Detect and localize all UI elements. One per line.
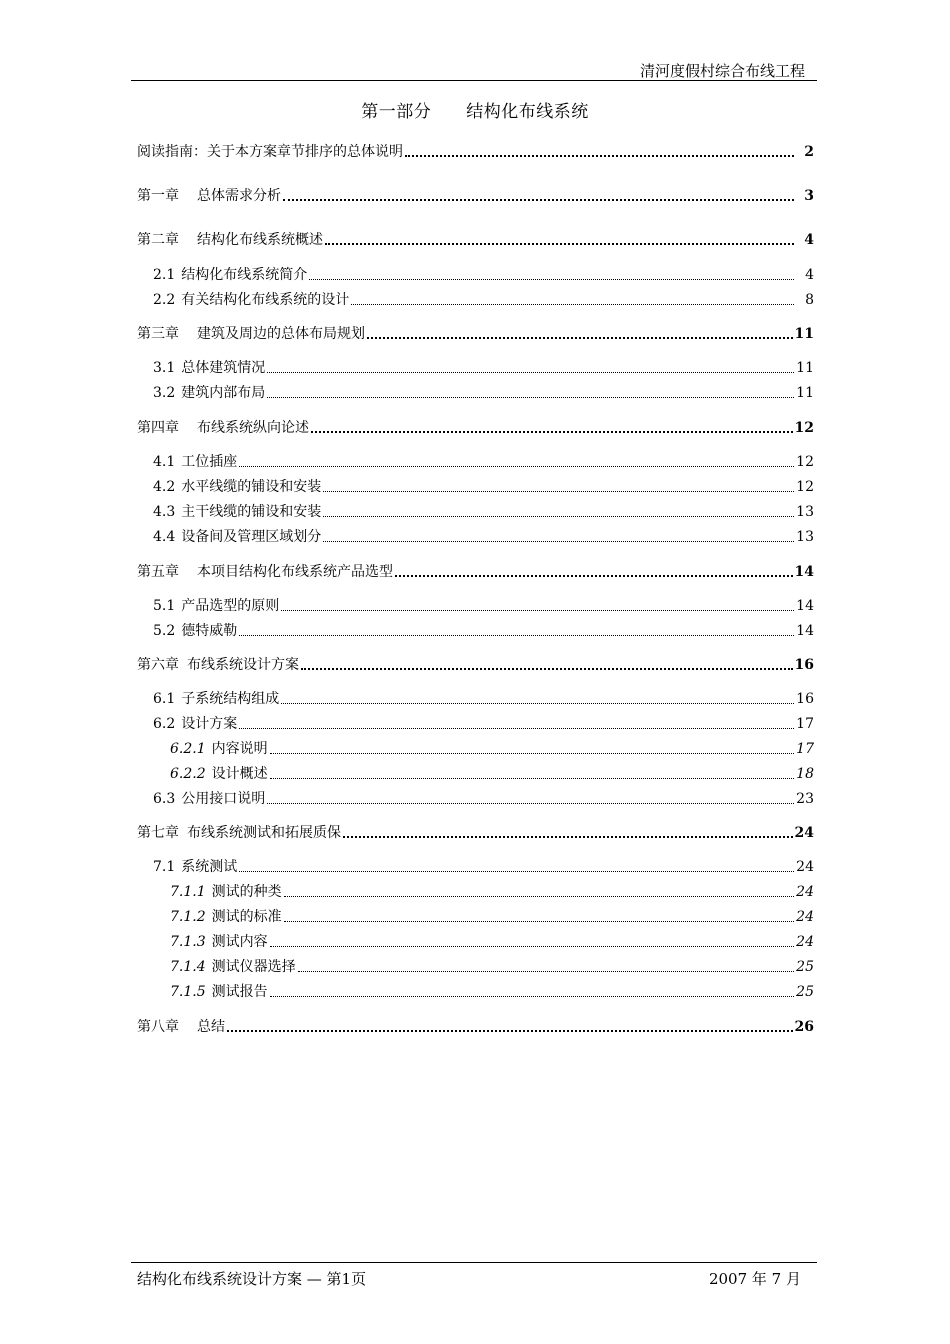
toc-entry-label xyxy=(153,266,307,284)
toc-entry-number: 2.1 xyxy=(153,267,176,283)
toc-entry-title: 总结 xyxy=(197,1019,225,1035)
toc-leader-dots xyxy=(323,541,794,542)
toc-entry-title: 测试报告 xyxy=(211,984,268,1000)
toc-page-number: 14 xyxy=(796,598,814,614)
toc-leader-dots xyxy=(281,610,794,611)
toc-entry-title: 水平线缆的铺设和安装 xyxy=(181,479,322,495)
toc-section-entry[interactable] xyxy=(153,291,814,309)
toc-page-number: 17 xyxy=(796,741,814,757)
toc-entry-number: 4.2 xyxy=(153,479,176,495)
toc-entry-title: 总体建筑情况 xyxy=(181,360,266,376)
toc-entry-title: 设计概述 xyxy=(211,766,268,782)
toc-entry-number: 4.4 xyxy=(153,529,176,545)
toc-leader-dots xyxy=(325,243,794,245)
toc-section-entry[interactable] xyxy=(153,478,814,496)
toc-section-entry[interactable] xyxy=(153,453,814,471)
header-title: 清河度假村综合布线工程 xyxy=(639,62,805,80)
toc-leader-dots xyxy=(343,836,793,838)
toc-leader-dots xyxy=(270,753,794,754)
toc-entry-title: 测试的种类 xyxy=(211,884,282,900)
toc-leader-dots xyxy=(267,372,794,373)
toc-leader-dots xyxy=(323,516,794,517)
toc-entry-label xyxy=(137,187,281,205)
toc-leader-dots xyxy=(405,155,794,157)
toc-entry-number: 2.2 xyxy=(153,292,176,308)
toc-entry-number: 第六章 xyxy=(137,657,179,673)
toc-page-number: 11 xyxy=(794,326,814,342)
toc-leader-dots xyxy=(301,668,793,670)
toc-page-number: 12 xyxy=(794,420,814,436)
toc-entry-label xyxy=(137,419,309,437)
toc-entry-label xyxy=(153,690,279,708)
toc-page-number: 18 xyxy=(796,766,814,782)
toc-entry-title: 本项目结构化布线系统产品选型 xyxy=(197,564,393,580)
toc-section-entry[interactable] xyxy=(170,908,814,926)
toc-entry-label xyxy=(153,291,349,309)
toc-leader-dots xyxy=(267,803,794,804)
toc-section-entry[interactable] xyxy=(170,883,814,901)
toc-leader-dots xyxy=(284,896,794,897)
toc-page-number: 17 xyxy=(796,716,814,732)
toc-entry-title: 测试仪器选择 xyxy=(211,959,296,975)
toc-section-entry[interactable] xyxy=(153,690,814,708)
toc-entry-number: 6.2 xyxy=(153,716,176,732)
page-footer xyxy=(131,1262,817,1293)
toc-entry-number: 7.1.3 xyxy=(170,934,206,950)
toc-entry-label xyxy=(170,983,268,1001)
toc-leader-dots xyxy=(227,1030,793,1032)
toc-entry-number: 5.2 xyxy=(153,623,176,639)
toc-section-entry[interactable] xyxy=(153,597,814,615)
part-title: 第一部分 结构化布线系统 xyxy=(361,102,589,122)
toc-entry-label xyxy=(170,933,268,951)
toc-entry-title: 建筑及周边的总体布局规划 xyxy=(197,326,365,342)
toc-page-number: 13 xyxy=(796,504,814,520)
toc-entry-title: 产品选型的原则 xyxy=(181,598,280,614)
toc-entry-number: 6.2.1 xyxy=(170,741,206,757)
toc-entry-number: 第八章 xyxy=(137,1019,179,1035)
toc-entry-label xyxy=(170,740,268,758)
toc-entry-number: 6.3 xyxy=(153,791,176,807)
toc-page-number: 4 xyxy=(805,267,814,283)
toc-section-entry[interactable] xyxy=(170,933,814,951)
toc-leader-dots xyxy=(281,703,794,704)
toc-entry-number: 7.1 xyxy=(153,859,176,875)
toc-leader-dots xyxy=(239,466,794,467)
toc-entry-title: 测试内容 xyxy=(211,934,268,950)
toc-section-entry[interactable] xyxy=(153,359,814,377)
toc-entry-label xyxy=(137,325,365,343)
toc-page-number: 11 xyxy=(796,385,814,401)
footer-document-title: 结构化布线系统设计方案 — 第1页 xyxy=(137,1270,367,1288)
toc-entry-label xyxy=(170,908,282,926)
toc-page-number: 13 xyxy=(796,529,814,545)
toc-page-number: 23 xyxy=(796,791,814,807)
toc-chapter-entry[interactable] xyxy=(137,563,814,581)
toc-leader-dots xyxy=(270,946,794,947)
toc-entry-label xyxy=(153,858,237,876)
toc-entry-number: 第五章 xyxy=(137,564,179,580)
toc-page-number: 12 xyxy=(796,479,814,495)
toc-entry-number: 3.2 xyxy=(153,385,176,401)
toc-entry-number: 3.1 xyxy=(153,360,176,376)
toc-entry-number: 7.1.5 xyxy=(170,984,206,1000)
toc-page-number: 25 xyxy=(796,984,814,1000)
toc-entry-number: 第二章 xyxy=(137,232,179,248)
toc-entry-title: 设计方案 xyxy=(181,716,238,732)
toc-page-number: 11 xyxy=(796,360,814,376)
toc-leader-dots xyxy=(367,337,793,339)
toc-entry-number: 6.1 xyxy=(153,691,176,707)
toc-leader-dots xyxy=(395,575,793,577)
toc-entry-title: 公用接口说明 xyxy=(181,791,266,807)
toc-leader-dots xyxy=(298,971,794,972)
toc-page-number: 24 xyxy=(796,934,814,950)
toc-entry-number: 7.1.2 xyxy=(170,909,206,925)
toc-chapter-entry[interactable] xyxy=(137,187,814,205)
toc-entry-label xyxy=(170,958,296,976)
toc-entry-label xyxy=(153,478,321,496)
toc-section-entry[interactable] xyxy=(170,983,814,1001)
page-header xyxy=(131,58,817,81)
toc-leader-dots xyxy=(270,996,794,997)
toc-entry-number: 第三章 xyxy=(137,326,179,342)
toc-entry-label xyxy=(137,1018,225,1036)
toc-leader-dots xyxy=(351,304,794,305)
toc-section-entry[interactable] xyxy=(153,528,814,546)
toc-entry-number: 6.2.2 xyxy=(170,766,206,782)
toc-section-entry[interactable] xyxy=(153,384,814,402)
toc-entry-label xyxy=(153,597,279,615)
toc-chapter-entry[interactable] xyxy=(137,824,814,842)
toc-section-entry[interactable] xyxy=(153,858,814,876)
toc-page-number: 14 xyxy=(794,564,814,580)
toc-entry-label xyxy=(137,143,403,161)
toc-entry-title: 布线系统纵向论述 xyxy=(197,420,309,436)
toc-entry-number: 7.1.4 xyxy=(170,959,206,975)
toc-leader-dots xyxy=(270,778,794,779)
toc-entry-title: 布线系统设计方案 xyxy=(187,657,299,673)
toc-page-number: 3 xyxy=(804,188,814,204)
toc-leader-dots xyxy=(283,199,794,201)
toc-section-entry[interactable] xyxy=(153,503,814,521)
toc-leader-dots xyxy=(309,279,794,280)
toc-section-entry[interactable] xyxy=(170,958,814,976)
toc-entry-label xyxy=(137,231,323,249)
toc-entry-label xyxy=(153,384,265,402)
toc-section-entry[interactable] xyxy=(170,765,814,783)
toc-page-number: 25 xyxy=(796,959,814,975)
toc-entry-label xyxy=(137,824,341,842)
toc-entry-label xyxy=(153,790,265,808)
toc-section-entry[interactable] xyxy=(153,715,814,733)
toc-leader-dots xyxy=(284,921,794,922)
toc-entry-title: 设备间及管理区域划分 xyxy=(181,529,322,545)
toc-entry-title: 主干线缆的铺设和安装 xyxy=(181,504,322,520)
toc-entry-label xyxy=(137,656,299,674)
toc-entry-title: 德特威勒 xyxy=(181,623,238,639)
toc-leader-dots xyxy=(267,397,794,398)
toc-leader-dots xyxy=(239,728,794,729)
toc-page-number: 12 xyxy=(796,454,814,470)
toc-chapter-entry[interactable] xyxy=(137,231,814,249)
toc-entry-title: 结构化布线系统简介 xyxy=(181,267,308,283)
toc-entry-title: 子系统结构组成 xyxy=(181,691,280,707)
toc-chapter-entry[interactable] xyxy=(137,143,814,161)
toc-entry-number: 4.1 xyxy=(153,454,176,470)
toc-entry-label xyxy=(170,765,268,783)
toc-entry-number: 第四章 xyxy=(137,420,179,436)
toc-page-number: 24 xyxy=(796,859,814,875)
toc-leader-dots xyxy=(323,491,794,492)
toc-entry-number: 5.1 xyxy=(153,598,176,614)
toc-entry-title: 结构化布线系统概述 xyxy=(197,232,323,248)
toc-leader-dots xyxy=(239,871,794,872)
toc-chapter-entry[interactable] xyxy=(137,656,814,674)
toc-entry-label xyxy=(170,883,282,901)
footer-date: 2007 年 7 月 xyxy=(708,1270,801,1288)
toc-page-number: 26 xyxy=(794,1019,814,1035)
toc-page-number: 24 xyxy=(796,909,814,925)
toc-page-number: 8 xyxy=(805,292,814,308)
toc-entry-number: 4.3 xyxy=(153,504,176,520)
toc-page-number: 2 xyxy=(804,144,814,160)
toc-entry-title: 布线系统测试和拓展质保 xyxy=(187,825,341,841)
toc-page-number: 16 xyxy=(796,691,814,707)
toc-entry-title: 阅读指南：关于本方案章节排序的总体说明 xyxy=(137,144,403,160)
toc-page-number: 24 xyxy=(796,884,814,900)
toc-page-number: 14 xyxy=(796,623,814,639)
toc-chapter-entry[interactable] xyxy=(137,325,814,343)
toc-entry-title: 系统测试 xyxy=(181,859,238,875)
toc-section-entry[interactable] xyxy=(153,622,814,640)
toc-entry-label xyxy=(153,622,237,640)
toc-entry-number: 第一章 xyxy=(137,188,179,204)
toc-page-number: 16 xyxy=(794,657,814,673)
toc-entry-label xyxy=(153,359,265,377)
toc-entry-title: 内容说明 xyxy=(211,741,268,757)
toc-leader-dots xyxy=(311,431,793,433)
toc-page-number: 24 xyxy=(794,825,814,841)
toc-entry-title: 有关结构化布线系统的设计 xyxy=(181,292,350,308)
toc-page-number: 4 xyxy=(804,232,814,248)
toc-entry-number: 7.1.1 xyxy=(170,884,206,900)
toc-chapter-entry[interactable] xyxy=(137,419,814,437)
toc-entry-label xyxy=(153,715,237,733)
toc-section-entry[interactable] xyxy=(153,266,814,284)
toc-section-entry[interactable] xyxy=(153,790,814,808)
toc-chapter-entry[interactable] xyxy=(137,1018,814,1036)
toc-entry-title: 总体需求分析 xyxy=(197,188,281,204)
toc-entry-label xyxy=(153,503,321,521)
toc-entry-title: 测试的标准 xyxy=(211,909,282,925)
toc-section-entry[interactable] xyxy=(170,740,814,758)
toc-leader-dots xyxy=(239,635,794,636)
toc-entry-label xyxy=(153,453,237,471)
toc-entry-number: 第七章 xyxy=(137,825,179,841)
toc-entry-label xyxy=(137,563,393,581)
toc-entry-label xyxy=(153,528,321,546)
toc-entry-title: 工位插座 xyxy=(181,454,238,470)
toc-entry-title: 建筑内部布局 xyxy=(181,385,266,401)
